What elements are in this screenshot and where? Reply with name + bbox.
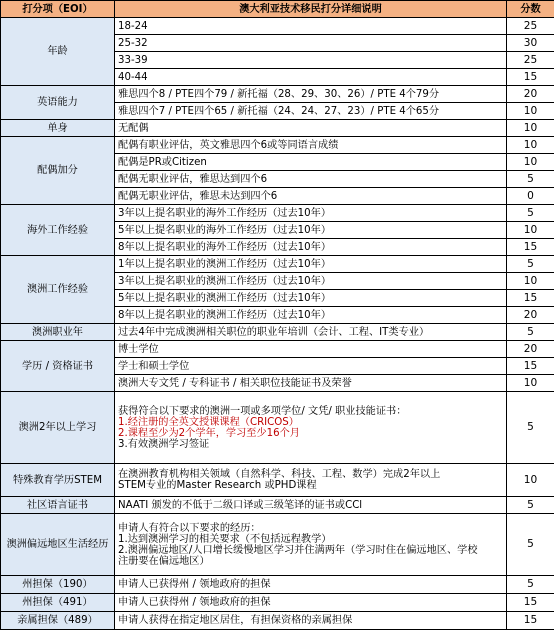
row-description: 5年以上提名职业的海外工作经历（过去10年） bbox=[115, 222, 507, 239]
category-state-190: 州担保（190） bbox=[1, 576, 115, 594]
row-score: 25 bbox=[507, 52, 554, 69]
row-description: 配偶无职业评估，雅思未达到四个6 bbox=[115, 188, 507, 205]
row-score: 5 bbox=[507, 392, 554, 464]
row-description: 过去4年中完成澳洲相关职位的职业年培训（会计、工程、IT类专业） bbox=[115, 324, 507, 341]
table-row bbox=[1, 86, 554, 103]
table-row bbox=[1, 341, 554, 358]
row-score: 10 bbox=[507, 120, 554, 137]
row-score: 5 bbox=[507, 514, 554, 576]
row-description bbox=[115, 514, 507, 576]
row-description: 18-24 bbox=[115, 18, 507, 35]
description-line: 3.有效澳洲学习签证 bbox=[118, 439, 503, 450]
row-description: 3年以上提名职业的海外工作经历（过去10年） bbox=[115, 205, 507, 222]
row-description: 8年以上提名职业的海外工作经历（过去10年） bbox=[115, 239, 507, 256]
description-line: 1.经注册的全英文授课课程（CRICOS） bbox=[118, 417, 503, 428]
row-description: 澳洲大专文凭 / 专科证书 / 相关职位技能证书及荣誉 bbox=[115, 375, 507, 392]
table-row bbox=[1, 392, 554, 464]
table-row bbox=[1, 324, 554, 341]
row-description: NAATI 颁发的不低于二级口译或三级笔译的证书或CCl bbox=[115, 497, 507, 514]
header-description: 澳大利亚技术移民打分详细说明 bbox=[115, 1, 507, 18]
row-score: 25 bbox=[507, 18, 554, 35]
description-line: 1.达到澳洲学习的相关要求（不包括远程教学） bbox=[118, 534, 503, 545]
row-score: 20 bbox=[507, 341, 554, 358]
row-score: 5 bbox=[507, 576, 554, 594]
description-line: STEM专业的Master Research 或PHD课程 bbox=[118, 480, 503, 491]
row-description: 雅思四个7 / PTE四个65 / 新托福（24、24、27、23）/ PTE 4个65分 bbox=[115, 103, 507, 120]
description-line: 获得符合以下要求的澳洲一项或多项学位/ 文凭/ 职业技能证书： bbox=[118, 406, 503, 417]
table-row bbox=[1, 205, 554, 222]
row-description: 40-44 bbox=[115, 69, 507, 86]
row-description: 申请人已获得州 / 领地政府的担保 bbox=[115, 576, 507, 594]
row-score: 15 bbox=[507, 594, 554, 612]
row-description: 5年以上提名职业的澳洲工作经历（过去10年） bbox=[115, 290, 507, 307]
row-score: 15 bbox=[507, 358, 554, 375]
row-score: 30 bbox=[507, 35, 554, 52]
category-overseas-work: 海外工作经验 bbox=[1, 205, 115, 256]
category-partner: 配偶加分 bbox=[1, 137, 115, 205]
table-row bbox=[1, 18, 554, 35]
row-description: 8年以上提名职业的澳洲工作经历（过去10年） bbox=[115, 307, 507, 324]
row-score: 5 bbox=[507, 256, 554, 273]
row-score: 15 bbox=[507, 290, 554, 307]
row-score: 10 bbox=[507, 273, 554, 290]
category-professional-year: 澳洲职业年 bbox=[1, 324, 115, 341]
row-score: 15 bbox=[507, 69, 554, 86]
row-score: 15 bbox=[507, 239, 554, 256]
table-row bbox=[1, 120, 554, 137]
category-australian-work: 澳洲工作经验 bbox=[1, 256, 115, 324]
row-description: 1年以上提名职业的澳洲工作经历（过去10年） bbox=[115, 256, 507, 273]
category-education: 学历 / 资格证书 bbox=[1, 341, 115, 392]
row-score: 5 bbox=[507, 205, 554, 222]
description-line: 2.课程至少为2个学年，学习至少16个月 bbox=[118, 428, 503, 439]
table-row bbox=[1, 576, 554, 594]
row-score: 5 bbox=[507, 324, 554, 341]
category-age: 年龄 bbox=[1, 18, 115, 86]
row-score: 10 bbox=[507, 137, 554, 154]
row-score: 0 bbox=[507, 188, 554, 205]
category-state-491: 州担保（491） bbox=[1, 594, 115, 612]
category-family-489: 亲属担保（489） bbox=[1, 612, 115, 630]
description-line: 注册要在偏远地区） bbox=[118, 556, 503, 567]
table-row bbox=[1, 256, 554, 273]
row-description: 33-39 bbox=[115, 52, 507, 69]
row-description: 无配偶 bbox=[115, 120, 507, 137]
table-row bbox=[1, 137, 554, 154]
row-description: 配偶有职业评估，英文雅思四个6或等同语言成绩 bbox=[115, 137, 507, 154]
row-score: 10 bbox=[507, 375, 554, 392]
category-community-language: 社区语言证书 bbox=[1, 497, 115, 514]
row-description: 3年以上提名职业的澳洲工作经历（过去10年） bbox=[115, 273, 507, 290]
row-score: 5 bbox=[507, 497, 554, 514]
description-line: 在澳洲教育机构相关领域（自然科学、科技、工程、数学）完成2年以上 bbox=[118, 469, 503, 480]
row-score: 20 bbox=[507, 86, 554, 103]
row-description: 配偶无职业评估，雅思达到四个6 bbox=[115, 171, 507, 188]
category-stem: 特殊教育学历STEM bbox=[1, 464, 115, 497]
row-description: 配偶是PR或Citizen bbox=[115, 154, 507, 171]
row-score: 10 bbox=[507, 222, 554, 239]
row-description: 学士和硕士学位 bbox=[115, 358, 507, 375]
table-row bbox=[1, 514, 554, 576]
row-description: 申请人已获得州 / 领地政府的担保 bbox=[115, 594, 507, 612]
header-score: 分数 bbox=[507, 1, 554, 18]
table-row bbox=[1, 497, 554, 514]
row-description: 雅思四个8 / PTE四个79 / 新托福（28、29、30、26）/ PTE 4个79分 bbox=[115, 86, 507, 103]
table-row bbox=[1, 594, 554, 612]
row-score: 15 bbox=[507, 612, 554, 630]
category-australian-study: 澳洲2年以上学习 bbox=[1, 392, 115, 464]
description-line: 申请人有符合以下要求的经历： bbox=[118, 523, 503, 534]
header-item: 打分项（EOI） bbox=[1, 1, 115, 18]
table-row bbox=[1, 464, 554, 497]
row-score: 5 bbox=[507, 171, 554, 188]
row-score: 10 bbox=[507, 103, 554, 120]
row-description: 申请人获得在指定地区居住，有担保资格的亲属担保 bbox=[115, 612, 507, 630]
category-single: 单身 bbox=[1, 120, 115, 137]
description-line: 2.澳洲偏远地区/人口增长缓慢地区学习并住满两年（学习时住在偏远地区、学校 bbox=[118, 545, 503, 556]
row-score: 20 bbox=[507, 307, 554, 324]
table-row bbox=[1, 612, 554, 630]
row-score: 10 bbox=[507, 464, 554, 497]
row-description bbox=[115, 392, 507, 464]
row-description bbox=[115, 464, 507, 497]
category-english: 英语能力 bbox=[1, 86, 115, 120]
category-regional-study: 澳洲偏远地区生活经历 bbox=[1, 514, 115, 576]
header-row bbox=[1, 1, 554, 18]
row-score: 10 bbox=[507, 154, 554, 171]
row-description: 博士学位 bbox=[115, 341, 507, 358]
row-description: 25-32 bbox=[115, 35, 507, 52]
